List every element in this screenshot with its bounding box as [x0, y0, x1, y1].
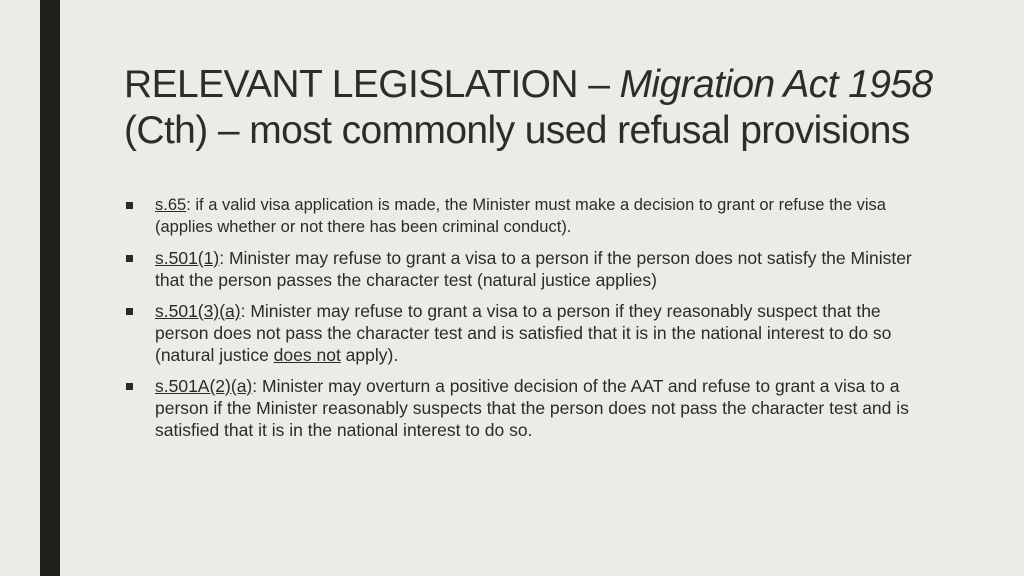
square-bullet-icon	[126, 383, 133, 390]
provision-text: Minister may refuse to grant a visa to a person if the person does not satisfy the Minister that the person passes the character test (natural justice applies)	[155, 248, 912, 290]
provision-text: if a valid visa application is made, the Minister must make a decision to grant or refuse the visa (applies whether or not there has been criminal conduct).	[155, 196, 886, 236]
square-bullet-icon	[126, 308, 133, 315]
colon-separator: :	[252, 376, 262, 396]
title-part2: (Cth) – most commonly used refusal provisions	[124, 109, 910, 152]
section-ref: s.65	[155, 196, 187, 214]
provision-text-end: apply).	[340, 345, 399, 365]
title-act-name: Migration Act 1958	[619, 63, 933, 106]
bullet-s501-1	[124, 247, 924, 291]
square-bullet-icon	[126, 255, 133, 262]
colon-separator: :	[186, 196, 196, 214]
provision-text: Minister may overturn a positive decision of the AAT and refuse to grant a visa to a person if the Minister reasonably suspects that the person does not pass the character test and is satisfied that it is in the national interest to do so.	[155, 376, 909, 440]
provision-text: Minister may refuse to grant a visa to a person if they reasonably suspect that the person does not pass the character test and is satisfied that it is in the national interest to do so (natural justice	[155, 301, 892, 365]
colon-separator: :	[240, 301, 251, 321]
emphasis-does-not: does not	[273, 345, 341, 365]
provision-list	[124, 194, 924, 450]
accent-sidebar	[40, 0, 60, 576]
bullet-s501-3a	[124, 300, 924, 366]
title-part1: RELEVANT LEGISLATION –	[124, 63, 620, 106]
section-ref: s.501A(2)(a)	[155, 376, 253, 396]
slide-title	[124, 62, 944, 154]
bullet-s65	[124, 194, 924, 238]
section-ref: s.501(1)	[155, 248, 220, 268]
colon-separator: :	[219, 248, 229, 268]
square-bullet-icon	[126, 202, 133, 209]
bullet-s501a-2a	[124, 375, 924, 441]
section-ref: s.501(3)(a)	[155, 301, 241, 321]
